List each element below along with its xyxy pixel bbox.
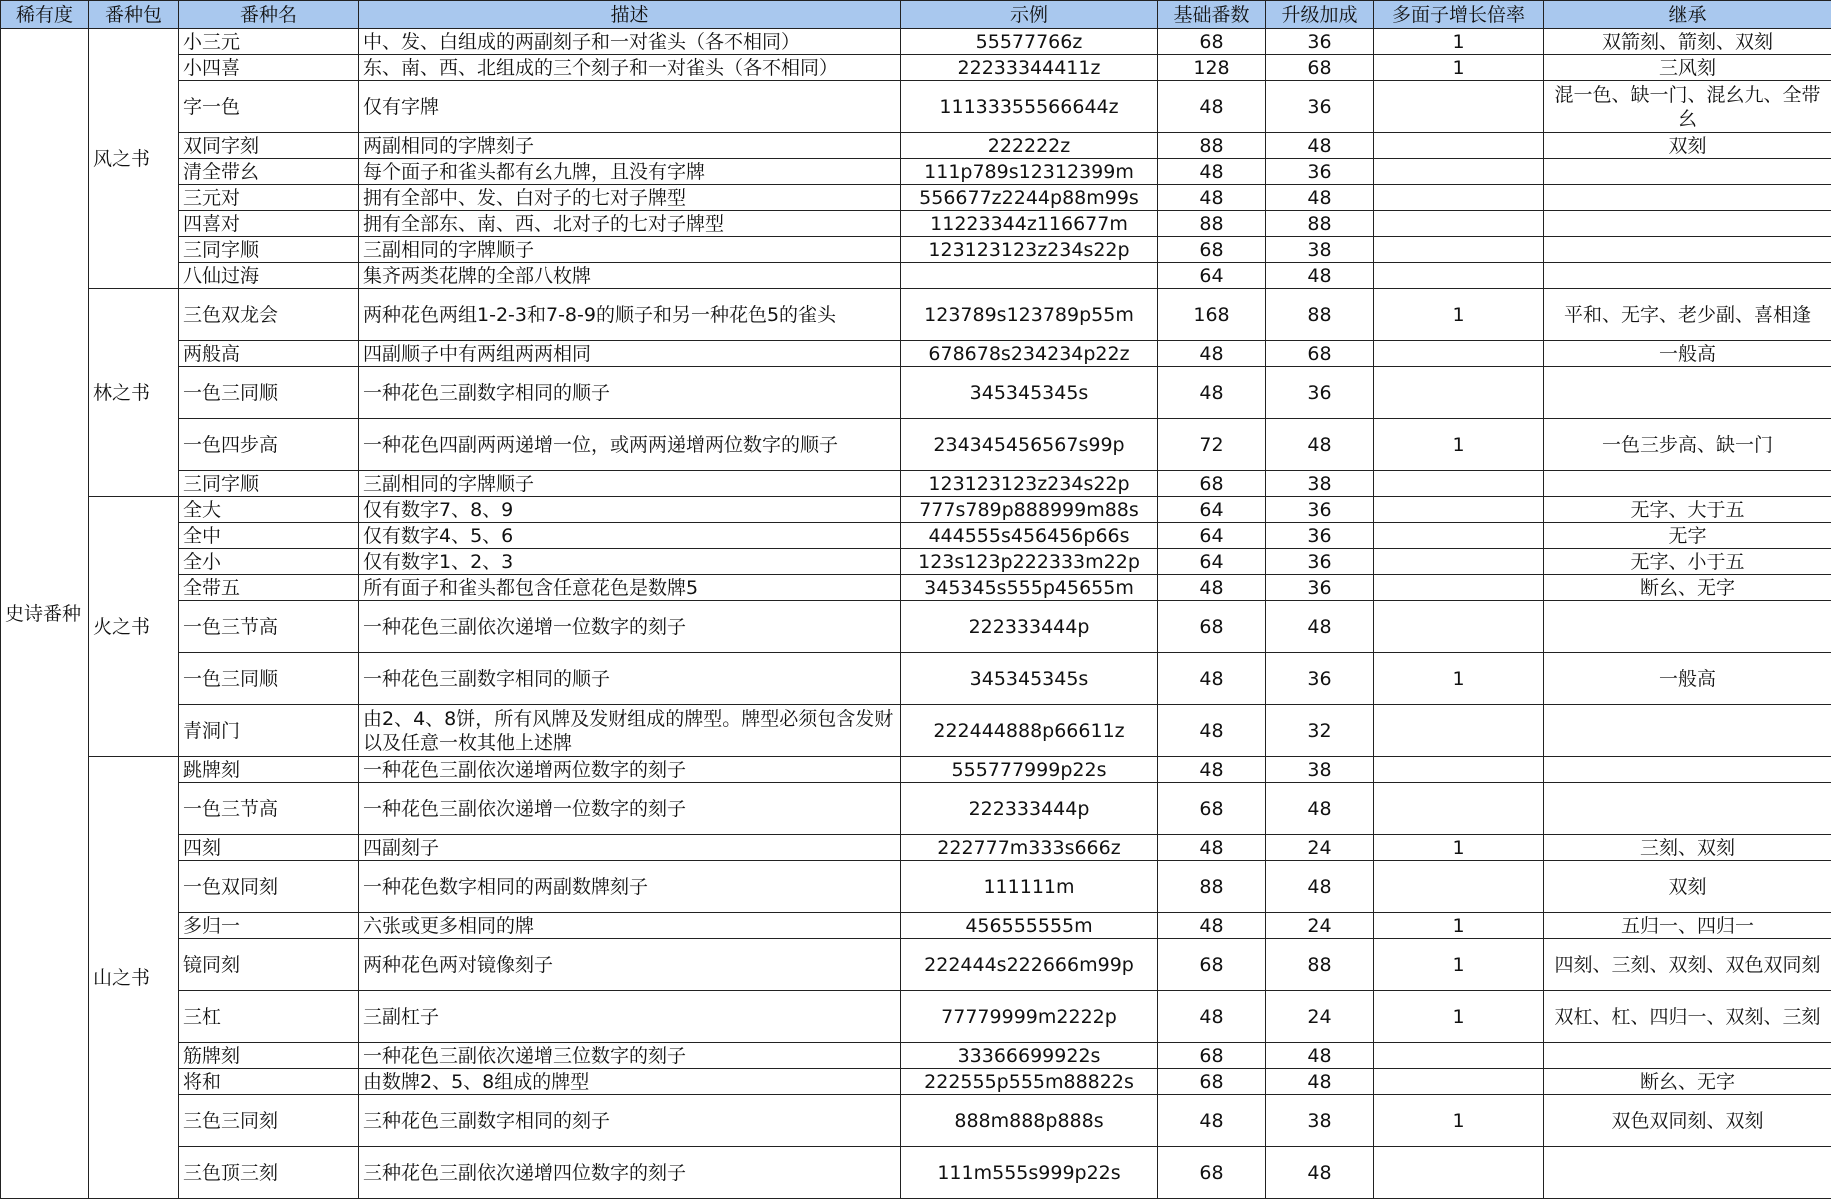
multiplier-cell — [1374, 237, 1544, 263]
example-cell: 456555555m — [901, 913, 1158, 939]
inherit-cell — [1544, 237, 1831, 263]
description-cell: 一种花色三副数字相同的顺子 — [359, 367, 901, 419]
example-cell: 123s123p222333m22p — [901, 549, 1158, 575]
inherit-cell: 双色双同刻、双刻 — [1544, 1095, 1831, 1147]
multiplier-cell — [1374, 705, 1544, 757]
fan-name-cell: 一色四步高 — [179, 419, 359, 471]
example-cell: 345345s555p45655m — [901, 575, 1158, 601]
base-fan-cell: 88 — [1158, 211, 1266, 237]
fan-name-cell: 三同字顺 — [179, 471, 359, 497]
inherit-cell: 平和、无字、老少副、喜相逢 — [1544, 289, 1831, 341]
upgrade-bonus-cell: 36 — [1266, 523, 1374, 549]
upgrade-bonus-cell: 36 — [1266, 549, 1374, 575]
base-fan-cell: 48 — [1158, 159, 1266, 185]
base-fan-cell: 68 — [1158, 939, 1266, 991]
description-cell: 仅有数字1、2、3 — [359, 549, 901, 575]
table-row — [1, 783, 1831, 835]
multiplier-cell — [1374, 523, 1544, 549]
table-row — [1, 419, 1831, 471]
multiplier-cell — [1374, 783, 1544, 835]
example-cell: 22233344411z — [901, 55, 1158, 81]
multiplier-cell: 1 — [1374, 29, 1544, 55]
example-cell: 345345345s — [901, 653, 1158, 705]
example-cell: 234345456567s99p — [901, 419, 1158, 471]
upgrade-bonus-cell: 48 — [1266, 185, 1374, 211]
table-row — [1, 549, 1831, 575]
inherit-cell: 三刻、双刻 — [1544, 835, 1831, 861]
inherit-cell: 无字、大于五 — [1544, 497, 1831, 523]
example-cell: 123123123z234s22p — [901, 237, 1158, 263]
upgrade-bonus-cell: 36 — [1266, 367, 1374, 419]
multiplier-cell — [1374, 1147, 1544, 1199]
description-cell: 四副刻子 — [359, 835, 901, 861]
upgrade-bonus-cell: 48 — [1266, 601, 1374, 653]
inherit-cell: 三风刻 — [1544, 55, 1831, 81]
column-header: 稀有度 — [1, 1, 89, 29]
upgrade-bonus-cell: 38 — [1266, 757, 1374, 783]
table-row — [1, 1147, 1831, 1199]
base-fan-cell: 48 — [1158, 705, 1266, 757]
upgrade-bonus-cell: 38 — [1266, 237, 1374, 263]
upgrade-bonus-cell: 48 — [1266, 1043, 1374, 1069]
inherit-cell — [1544, 471, 1831, 497]
table-row — [1, 367, 1831, 419]
description-cell: 两副相同的字牌刻子 — [359, 133, 901, 159]
example-cell: 222444s222666m99p — [901, 939, 1158, 991]
fan-name-cell: 全小 — [179, 549, 359, 575]
base-fan-cell: 88 — [1158, 861, 1266, 913]
description-cell: 仅有数字7、8、9 — [359, 497, 901, 523]
inherit-cell — [1544, 367, 1831, 419]
fan-name-cell: 镜同刻 — [179, 939, 359, 991]
description-cell: 拥有全部东、南、西、北对子的七对子牌型 — [359, 211, 901, 237]
inherit-cell: 无字、小于五 — [1544, 549, 1831, 575]
column-header: 基础番数 — [1158, 1, 1266, 29]
description-cell: 三种花色三副依次递增四位数字的刻子 — [359, 1147, 901, 1199]
base-fan-cell: 128 — [1158, 55, 1266, 81]
table-row — [1, 289, 1831, 341]
multiplier-cell — [1374, 81, 1544, 133]
base-fan-cell: 68 — [1158, 237, 1266, 263]
table-row — [1, 653, 1831, 705]
fan-name-cell: 一色双同刻 — [179, 861, 359, 913]
description-cell: 中、发、白组成的两副刻子和一对雀头（各不相同） — [359, 29, 901, 55]
fan-name-cell: 两般高 — [179, 341, 359, 367]
upgrade-bonus-cell: 24 — [1266, 835, 1374, 861]
fan-name-cell: 一色三节高 — [179, 601, 359, 653]
description-cell: 一种花色三副数字相同的顺子 — [359, 653, 901, 705]
base-fan-cell: 68 — [1158, 783, 1266, 835]
inherit-cell — [1544, 783, 1831, 835]
example-cell: 111p789s12312399m — [901, 159, 1158, 185]
table-row — [1, 237, 1831, 263]
fan-name-cell: 双同字刻 — [179, 133, 359, 159]
inherit-cell — [1544, 185, 1831, 211]
base-fan-cell: 48 — [1158, 653, 1266, 705]
multiplier-cell — [1374, 1069, 1544, 1095]
upgrade-bonus-cell: 48 — [1266, 263, 1374, 289]
example-cell: 222333444p — [901, 783, 1158, 835]
description-cell: 六张或更多相同的牌 — [359, 913, 901, 939]
multiplier-cell — [1374, 471, 1544, 497]
column-header: 继承 — [1544, 1, 1831, 29]
fan-name-cell: 一色三节高 — [179, 783, 359, 835]
base-fan-cell: 48 — [1158, 367, 1266, 419]
column-header: 番种包 — [89, 1, 179, 29]
multiplier-cell: 1 — [1374, 55, 1544, 81]
upgrade-bonus-cell: 48 — [1266, 419, 1374, 471]
description-cell: 每个面子和雀头都有幺九牌，且没有字牌 — [359, 159, 901, 185]
upgrade-bonus-cell: 36 — [1266, 159, 1374, 185]
example-cell: 222777m333s666z — [901, 835, 1158, 861]
inherit-cell: 双箭刻、箭刻、双刻 — [1544, 29, 1831, 55]
upgrade-bonus-cell: 48 — [1266, 1147, 1374, 1199]
table-row — [1, 835, 1831, 861]
description-cell: 拥有全部中、发、白对子的七对子牌型 — [359, 185, 901, 211]
multiplier-cell — [1374, 211, 1544, 237]
inherit-cell: 一色三步高、缺一门 — [1544, 419, 1831, 471]
multiplier-cell — [1374, 1043, 1544, 1069]
description-cell: 四副顺子中有两组两两相同 — [359, 341, 901, 367]
upgrade-bonus-cell: 24 — [1266, 913, 1374, 939]
example-cell: 111111m — [901, 861, 1158, 913]
example-cell: 555777999p22s — [901, 757, 1158, 783]
description-cell: 仅有数字4、5、6 — [359, 523, 901, 549]
multiplier-cell: 1 — [1374, 835, 1544, 861]
upgrade-bonus-cell: 48 — [1266, 861, 1374, 913]
multiplier-cell: 1 — [1374, 913, 1544, 939]
column-header: 示例 — [901, 1, 1158, 29]
multiplier-cell — [1374, 861, 1544, 913]
rarity-cell: 史诗番种 — [1, 29, 89, 1199]
pack-cell: 火之书 — [89, 497, 179, 757]
multiplier-cell — [1374, 185, 1544, 211]
inherit-cell: 无字 — [1544, 523, 1831, 549]
fan-name-cell: 一色三同顺 — [179, 367, 359, 419]
description-cell: 一种花色四副两两递增一位，或两两递增两位数字的顺子 — [359, 419, 901, 471]
example-cell: 123123123z234s22p — [901, 471, 1158, 497]
fan-name-cell: 青洞门 — [179, 705, 359, 757]
column-header: 升级加成 — [1266, 1, 1374, 29]
fan-name-cell: 筋牌刻 — [179, 1043, 359, 1069]
description-cell: 三副相同的字牌顺子 — [359, 471, 901, 497]
inherit-cell: 断幺、无字 — [1544, 575, 1831, 601]
base-fan-cell: 64 — [1158, 497, 1266, 523]
multiplier-cell — [1374, 133, 1544, 159]
multiplier-cell: 1 — [1374, 289, 1544, 341]
upgrade-bonus-cell: 32 — [1266, 705, 1374, 757]
multiplier-cell: 1 — [1374, 653, 1544, 705]
table-row — [1, 601, 1831, 653]
example-cell: 222444888p66611z — [901, 705, 1158, 757]
example-cell: 11133355566644z — [901, 81, 1158, 133]
table-row — [1, 991, 1831, 1043]
base-fan-cell: 48 — [1158, 835, 1266, 861]
inherit-cell — [1544, 601, 1831, 653]
inherit-cell: 一般高 — [1544, 653, 1831, 705]
inherit-cell: 双杠、杠、四归一、双刻、三刻 — [1544, 991, 1831, 1043]
example-cell — [901, 263, 1158, 289]
table-row — [1, 81, 1831, 133]
inherit-cell: 断幺、无字 — [1544, 1069, 1831, 1095]
base-fan-cell: 48 — [1158, 341, 1266, 367]
description-cell: 所有面子和雀头都包含任意花色是数牌5 — [359, 575, 901, 601]
table-row — [1, 471, 1831, 497]
fan-name-cell: 多归一 — [179, 913, 359, 939]
base-fan-cell: 68 — [1158, 29, 1266, 55]
description-cell: 由数牌2、5、8组成的牌型 — [359, 1069, 901, 1095]
upgrade-bonus-cell: 36 — [1266, 29, 1374, 55]
example-cell: 55577766z — [901, 29, 1158, 55]
inherit-cell — [1544, 263, 1831, 289]
description-cell: 由2、4、8饼，所有风牌及发财组成的牌型。牌型必须包含发财以及任意一枚其他上述牌 — [359, 705, 901, 757]
example-cell: 444555s456456p66s — [901, 523, 1158, 549]
fan-name-cell: 清全带幺 — [179, 159, 359, 185]
upgrade-bonus-cell: 88 — [1266, 211, 1374, 237]
table-row — [1, 159, 1831, 185]
upgrade-bonus-cell: 36 — [1266, 497, 1374, 523]
pack-cell: 风之书 — [89, 29, 179, 289]
table-row — [1, 341, 1831, 367]
table-row — [1, 497, 1831, 523]
table-row — [1, 1095, 1831, 1147]
fan-name-cell: 三杠 — [179, 991, 359, 1043]
inherit-cell: 四刻、三刻、双刻、双色双同刻 — [1544, 939, 1831, 991]
table-row — [1, 861, 1831, 913]
upgrade-bonus-cell: 38 — [1266, 471, 1374, 497]
description-cell: 一种花色三副依次递增一位数字的刻子 — [359, 601, 901, 653]
description-cell: 三种花色三副数字相同的刻子 — [359, 1095, 901, 1147]
base-fan-cell: 64 — [1158, 549, 1266, 575]
example-cell: 678678s234234p22z — [901, 341, 1158, 367]
upgrade-bonus-cell: 38 — [1266, 1095, 1374, 1147]
example-cell: 123789s123789p55m — [901, 289, 1158, 341]
upgrade-bonus-cell: 36 — [1266, 575, 1374, 601]
base-fan-cell: 48 — [1158, 1095, 1266, 1147]
example-cell: 33366699922s — [901, 1043, 1158, 1069]
example-cell: 222555p555m88822s — [901, 1069, 1158, 1095]
fan-name-cell: 四刻 — [179, 835, 359, 861]
base-fan-cell: 68 — [1158, 601, 1266, 653]
upgrade-bonus-cell: 36 — [1266, 653, 1374, 705]
example-cell: 11223344z116677m — [901, 211, 1158, 237]
base-fan-cell: 68 — [1158, 1043, 1266, 1069]
table-row — [1, 1043, 1831, 1069]
multiplier-cell — [1374, 159, 1544, 185]
fan-name-cell: 全中 — [179, 523, 359, 549]
multiplier-cell: 1 — [1374, 1095, 1544, 1147]
inherit-cell — [1544, 1147, 1831, 1199]
multiplier-cell — [1374, 575, 1544, 601]
base-fan-cell: 68 — [1158, 1147, 1266, 1199]
table-row — [1, 575, 1831, 601]
example-cell: 222222z — [901, 133, 1158, 159]
example-cell: 222333444p — [901, 601, 1158, 653]
description-cell: 集齐两类花牌的全部八枚牌 — [359, 263, 901, 289]
fan-name-cell: 小四喜 — [179, 55, 359, 81]
upgrade-bonus-cell: 68 — [1266, 341, 1374, 367]
multiplier-cell — [1374, 757, 1544, 783]
multiplier-cell: 1 — [1374, 419, 1544, 471]
base-fan-cell: 168 — [1158, 289, 1266, 341]
inherit-cell — [1544, 705, 1831, 757]
fan-name-cell: 跳牌刻 — [179, 757, 359, 783]
header-row — [1, 1, 1831, 29]
inherit-cell: 五归一、四归一 — [1544, 913, 1831, 939]
table-row — [1, 185, 1831, 211]
description-cell: 一种花色数字相同的两副数牌刻子 — [359, 861, 901, 913]
example-cell: 345345345s — [901, 367, 1158, 419]
base-fan-cell: 88 — [1158, 133, 1266, 159]
fan-name-cell: 三色顶三刻 — [179, 1147, 359, 1199]
base-fan-cell: 48 — [1158, 81, 1266, 133]
multiplier-cell — [1374, 601, 1544, 653]
column-header: 番种名 — [179, 1, 359, 29]
inherit-cell — [1544, 1043, 1831, 1069]
description-cell: 三副杠子 — [359, 991, 901, 1043]
base-fan-cell: 48 — [1158, 575, 1266, 601]
base-fan-cell: 48 — [1158, 185, 1266, 211]
base-fan-cell: 68 — [1158, 471, 1266, 497]
description-cell: 东、南、西、北组成的三个刻子和一对雀头（各不相同） — [359, 55, 901, 81]
inherit-cell: 双刻 — [1544, 133, 1831, 159]
fan-name-cell: 字一色 — [179, 81, 359, 133]
fan-name-cell: 一色三同顺 — [179, 653, 359, 705]
description-cell: 两种花色两对镜像刻子 — [359, 939, 901, 991]
fan-name-cell: 将和 — [179, 1069, 359, 1095]
column-header: 描述 — [359, 1, 901, 29]
multiplier-cell — [1374, 341, 1544, 367]
fan-name-cell: 三色三同刻 — [179, 1095, 359, 1147]
description-cell: 一种花色三副依次递增两位数字的刻子 — [359, 757, 901, 783]
description-cell: 三副相同的字牌顺子 — [359, 237, 901, 263]
table-row — [1, 757, 1831, 783]
description-cell: 一种花色三副依次递增一位数字的刻子 — [359, 783, 901, 835]
table-row — [1, 29, 1831, 55]
upgrade-bonus-cell: 48 — [1266, 133, 1374, 159]
upgrade-bonus-cell: 24 — [1266, 991, 1374, 1043]
base-fan-cell: 48 — [1158, 757, 1266, 783]
base-fan-cell: 64 — [1158, 523, 1266, 549]
fan-name-cell: 三同字顺 — [179, 237, 359, 263]
table-row — [1, 523, 1831, 549]
fan-name-cell: 八仙过海 — [179, 263, 359, 289]
multiplier-cell: 1 — [1374, 991, 1544, 1043]
example-cell: 777s789p888999m88s — [901, 497, 1158, 523]
inherit-cell — [1544, 159, 1831, 185]
example-cell: 888m888p888s — [901, 1095, 1158, 1147]
fan-name-cell: 三元对 — [179, 185, 359, 211]
description-cell: 两种花色两组1-2-3和7-8-9的顺子和另一种花色5的雀头 — [359, 289, 901, 341]
description-cell: 一种花色三副依次递增三位数字的刻子 — [359, 1043, 901, 1069]
example-cell: 556677z2244p88m99s — [901, 185, 1158, 211]
inherit-cell: 混一色、缺一门、混幺九、全带幺 — [1544, 81, 1831, 133]
fan-name-cell: 全大 — [179, 497, 359, 523]
inherit-cell: 双刻 — [1544, 861, 1831, 913]
example-cell: 111m555s999p22s — [901, 1147, 1158, 1199]
multiplier-cell — [1374, 549, 1544, 575]
base-fan-cell: 68 — [1158, 1069, 1266, 1095]
upgrade-bonus-cell: 88 — [1266, 289, 1374, 341]
fan-name-cell: 四喜对 — [179, 211, 359, 237]
fan-name-cell: 三色双龙会 — [179, 289, 359, 341]
inherit-cell — [1544, 211, 1831, 237]
inherit-cell — [1544, 757, 1831, 783]
table-row — [1, 913, 1831, 939]
description-cell: 仅有字牌 — [359, 81, 901, 133]
table-row — [1, 705, 1831, 757]
example-cell: 77779999m2222p — [901, 991, 1158, 1043]
upgrade-bonus-cell: 48 — [1266, 1069, 1374, 1095]
multiplier-cell — [1374, 497, 1544, 523]
column-header: 多面子增长倍率 — [1374, 1, 1544, 29]
base-fan-cell: 64 — [1158, 263, 1266, 289]
multiplier-cell — [1374, 367, 1544, 419]
table-row — [1, 939, 1831, 991]
upgrade-bonus-cell: 88 — [1266, 939, 1374, 991]
base-fan-cell: 48 — [1158, 991, 1266, 1043]
fan-name-cell: 全带五 — [179, 575, 359, 601]
fan-name-cell: 小三元 — [179, 29, 359, 55]
base-fan-cell: 72 — [1158, 419, 1266, 471]
table-body — [1, 29, 1831, 1199]
upgrade-bonus-cell: 36 — [1266, 81, 1374, 133]
inherit-cell: 一般高 — [1544, 341, 1831, 367]
base-fan-cell: 48 — [1158, 913, 1266, 939]
table-row — [1, 55, 1831, 81]
table-row — [1, 211, 1831, 237]
table-row — [1, 1069, 1831, 1095]
pack-cell: 林之书 — [89, 289, 179, 497]
multiplier-cell — [1374, 263, 1544, 289]
table-row — [1, 263, 1831, 289]
upgrade-bonus-cell: 68 — [1266, 55, 1374, 81]
multiplier-cell: 1 — [1374, 939, 1544, 991]
pack-cell: 山之书 — [89, 757, 179, 1199]
table-row — [1, 133, 1831, 159]
upgrade-bonus-cell: 48 — [1266, 783, 1374, 835]
